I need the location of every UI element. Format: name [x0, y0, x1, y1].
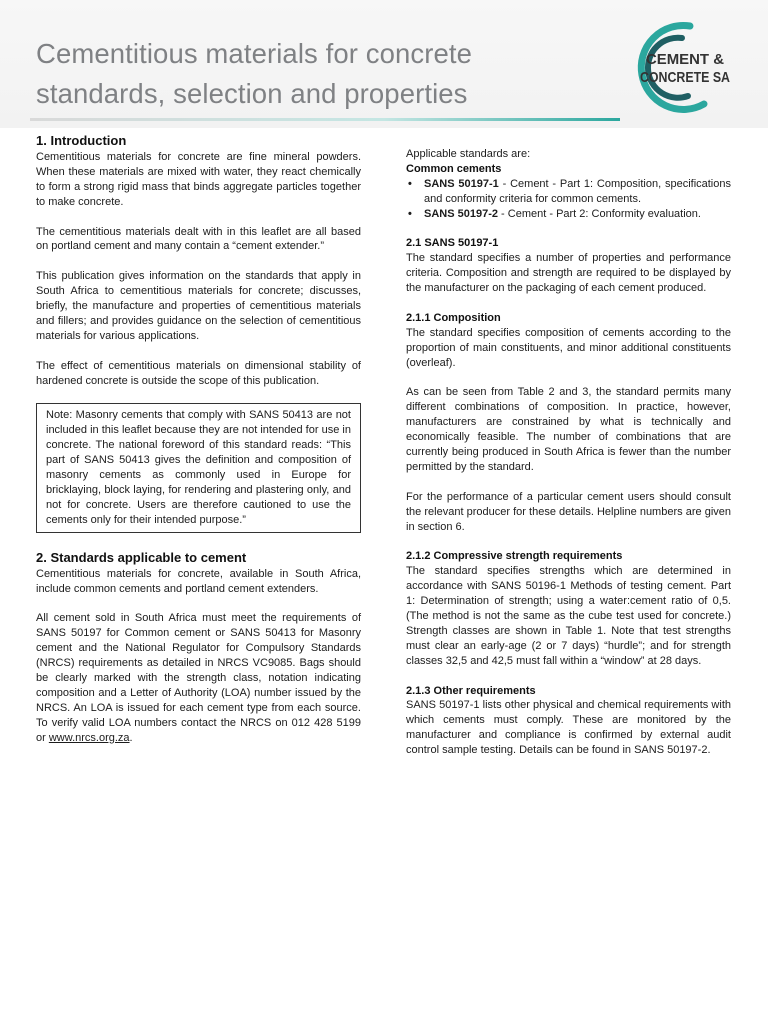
header-divider: [30, 118, 620, 121]
applicable-standards-label: Applicable standards are:: [406, 148, 531, 160]
logo-text-bottom: CONCRETE SA: [640, 69, 731, 86]
standards-paragraph-2-end: .: [129, 731, 133, 744]
section-2-1-1-paragraph-3: For the performance of a particular cement users should consult the relevant producer for these details. Helpline numbers are given in section 6.: [406, 490, 731, 533]
list-item-code: SANS 50197-2: [424, 207, 498, 220]
section-2-1-3-heading: 2.1.3 Other requirements: [406, 684, 536, 697]
intro-paragraph-2: The cementitious materials dealt with in this leaflet are all based on portland cement and many contain a “cement extender.”: [36, 225, 361, 253]
standards-list: [406, 177, 731, 222]
intro-paragraph-4: The effect of cementitious materials on dimensional stability of hardened concrete is outside the scope of this publication.: [36, 359, 361, 387]
section-2-1-2-heading: 2.1.2 Compressive strength requirements: [406, 550, 623, 563]
intro-paragraph-1: Cementitious materials for concrete are fine mineral powders. When these materials are mixed with water, they react chemically to form a strong rigid mass that binds aggregate particles together to make concrete.: [36, 151, 361, 208]
page-title: [36, 34, 596, 114]
list-item: [406, 207, 731, 222]
standards-paragraph-1: Cementitious materials for concrete, available in South Africa, include common cements and portland cement extenders.: [36, 567, 361, 595]
masonry-note-text: Note: Masonry cements that comply with SANS 50413 are not included in this leaflet because they are not intended for use in concrete. The national foreword of this standard reads: “This part of SANS 50413 gives the definition and composition of masonry cements as commonly used in Europe for bricklaying, block laying, for rendering and plastering only, and not for concrete. Users are therefore cautioned to use the cements only for their intended purpose.”: [46, 409, 351, 526]
section-2-1-1-paragraph-2: As can be seen from Table 2 and 3, the standard permits many different combinations of composition. In practice, however, manufacturers are constrained by what is technically and economically feasible. The number of combinations that are currently being produced in South Africa is fewer than the number permitted by the standard.: [406, 386, 731, 473]
page-title-line-2: standards, selection and properties: [36, 78, 468, 109]
cement-concrete-sa-logo: [618, 18, 734, 118]
right-column: [406, 147, 731, 773]
section-2-1-1-paragraph-1: The standard specifies composition of cements according to the proportion of main constituents, and minor additional constituents (overleaf).: [406, 326, 731, 369]
list-item-text: - Cement - Part 2: Conformity evaluation.: [498, 207, 701, 220]
intro-paragraph-3: This publication gives information on the standards that apply in South Africa to cementitious materials for concrete; discusses, briefly, the manufacture and properties of cementitious materials and fillers; and provides guidance on the selection of cementitious materials for various applications.: [36, 270, 361, 342]
nrcs-website-link[interactable]: www.nrcs.org.za: [48, 731, 130, 744]
list-item-code: SANS 50197-1: [424, 177, 499, 190]
standards-heading: 2. Standards applicable to cement: [36, 549, 247, 565]
left-column: [36, 132, 361, 760]
intro-heading: 1. Introduction: [36, 133, 127, 148]
logo-text-top: CEMENT &: [646, 51, 725, 68]
list-item-text: - Cement - Part 1: Composition, specifications and conformity criteria for common cements.: [424, 177, 731, 205]
section-2-1-heading: 2.1 SANS 50197-1: [406, 237, 499, 250]
page-header: [0, 0, 768, 128]
standards-paragraph-2: [36, 611, 361, 745]
section-2-1-1-heading: 2.1.1 Composition: [406, 311, 501, 324]
page-title-line-1: Cementitious materials for concrete: [36, 38, 473, 69]
standards-paragraph-2-text: All cement sold in South Africa must meet the requirements of SANS 50197 for Common cement or SANS 50413 for Masonry cement and the National Regulator for Compulsory Standards (NRCS) requirements as detailed in NRCS VC9085. Bags should be clearly marked with the strength class, notation indicating composition and a Letter of Authority (LOA) number issued by the NRCS. An LOA is issued for each cement type from each source. To verify valid LOA numbers contact the NRCS on 012 428 5199 or: [36, 612, 361, 744]
list-item: [406, 177, 731, 207]
common-cements-heading: Common cements: [406, 162, 502, 175]
masonry-note-box: [36, 403, 361, 532]
section-2-1-text: The standard specifies a number of properties and performance criteria. Composition and strength are required to be displayed by the manufacturer on the packaging of each cement produced.: [406, 252, 731, 295]
section-2-1-2-text: The standard specifies strengths which are determined in accordance with SANS 50196-1 Methods of testing cement. Part 1: Determination of strength; using a water:cement ratio of 0,5. (The method is not the same as the cube test used for concrete.) Strength classes are shown in Table 1. Note that test strengths must clear an early-age (2 or 7 days) “hurdle”; and for strength classes 32,5 and 42,5 must fall within a “window” at 28 days.: [406, 565, 731, 667]
section-2-1-3-text: SANS 50197-1 lists other physical and chemical requirements with which cements must comply. These are monitored by the manufacturer and compliance is confirmed by external audit control sample testing. Details can be found in SANS 50197-2.: [406, 699, 731, 757]
